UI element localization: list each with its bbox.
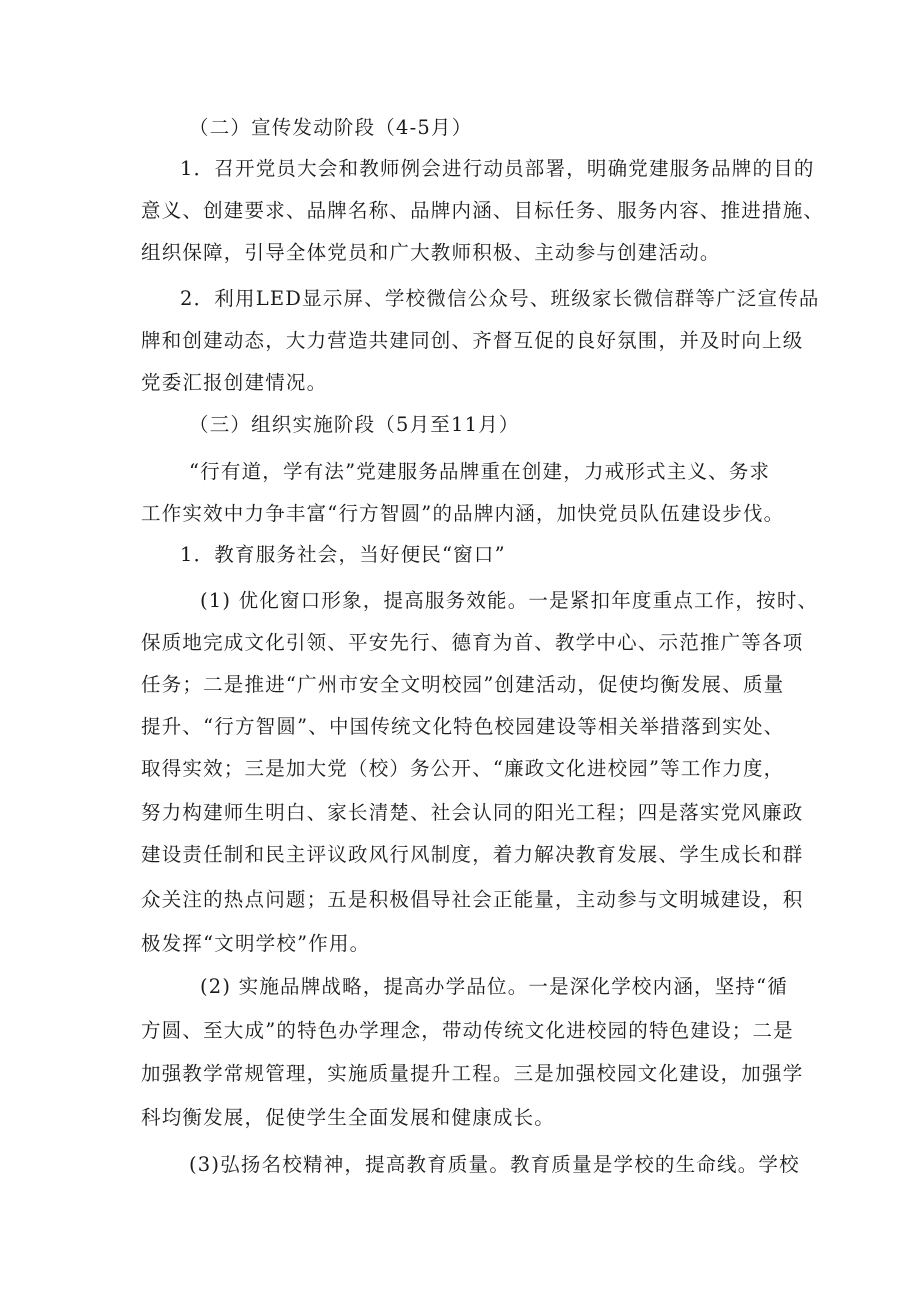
subsection-heading: 1．教育服务社会，当好便民“窗口” <box>180 543 506 566</box>
paragraph-line: 2．利用LED显示屏、学校微信公众号、班级家长微信群等广泛宣传品 <box>180 287 820 310</box>
paragraph-line: “行有道，学有法”党建服务品牌重在创建，力戒形式主义、务求 <box>189 460 771 483</box>
paragraph-line: 极发挥“文明学校”作用。 <box>141 932 371 955</box>
paragraph-line: 提升、“行方智圆”、中国传统文化特色校园建设等相关举措落到实处、 <box>141 715 785 738</box>
paragraph-line: 加强教学常规管理，实施质量提升工程。三是加强校园文化建设，加强学 <box>141 1062 804 1085</box>
paragraph-line: 组织保障，引导全体党员和广大教师积极、主动参与创建活动。 <box>141 241 721 264</box>
paragraph-line: 保质地完成文化引领、平安先行、德育为首、教学中心、示范推广等各项 <box>141 631 804 654</box>
paragraph-line: (3)弘扬名校精神，提高教育质量。教育质量是学校的生命线。学校 <box>189 1153 800 1176</box>
paragraph-line: 任务；二是推进“广州市安全文明校园”创建活动，促使均衡发展、质量 <box>141 673 785 696</box>
paragraph-line: 方圆、至大成”的特色办学理念，带动传统文化进校园的特色建设；二是 <box>141 1019 794 1042</box>
paragraph-line: 努力构建师生明白、家长清楚、社会认同的阳光工程；四是落实党风廉政 <box>141 801 804 824</box>
paragraph-line: 意义、创建要求、品牌名称、品牌内涵、目标任务、服务内容、推进措施、 <box>141 199 825 222</box>
paragraph-line: (1) 优化窗口形象，提高服务效能。一是紧扣年度重点工作，按时、 <box>200 589 819 612</box>
paragraph-line: 牌和创建动态，大力营造共建同创、齐督互促的良好氛围，并及时向上级 <box>141 329 804 352</box>
paragraph-line: 科均衡发展，促使学生全面发展和健康成长。 <box>141 1106 556 1129</box>
paragraph-line: (2) 实施品牌战略，提高办学品位。一是深化学校内涵，坚持“循 <box>200 975 788 998</box>
paragraph-line: 1．召开党员大会和教师例会进行动员部署，明确党建服务品牌的目的 <box>180 157 815 180</box>
section-heading-publicity: （二）宣传发动阶段（4-5月） <box>189 116 473 139</box>
paragraph-line: 工作实效中力争丰富“行方智圆”的品牌内涵，加快党员队伍建设步伐。 <box>141 502 785 525</box>
section-heading-implementation: （三）组织实施阶段（5月至11月） <box>189 413 520 436</box>
paragraph-line: 建设责任制和民主评议政风行风制度，着力解决教育发展、学生成长和群 <box>141 843 804 866</box>
paragraph-line: 党委汇报创建情况。 <box>141 371 328 394</box>
paragraph-line: 取得实效；三是加大党（校）务公开、“廉政文化进校园”等工作力度， <box>141 757 785 780</box>
paragraph-line: 众关注的热点问题；五是积极倡导社会正能量，主动参与文明城建设，积 <box>141 888 804 911</box>
